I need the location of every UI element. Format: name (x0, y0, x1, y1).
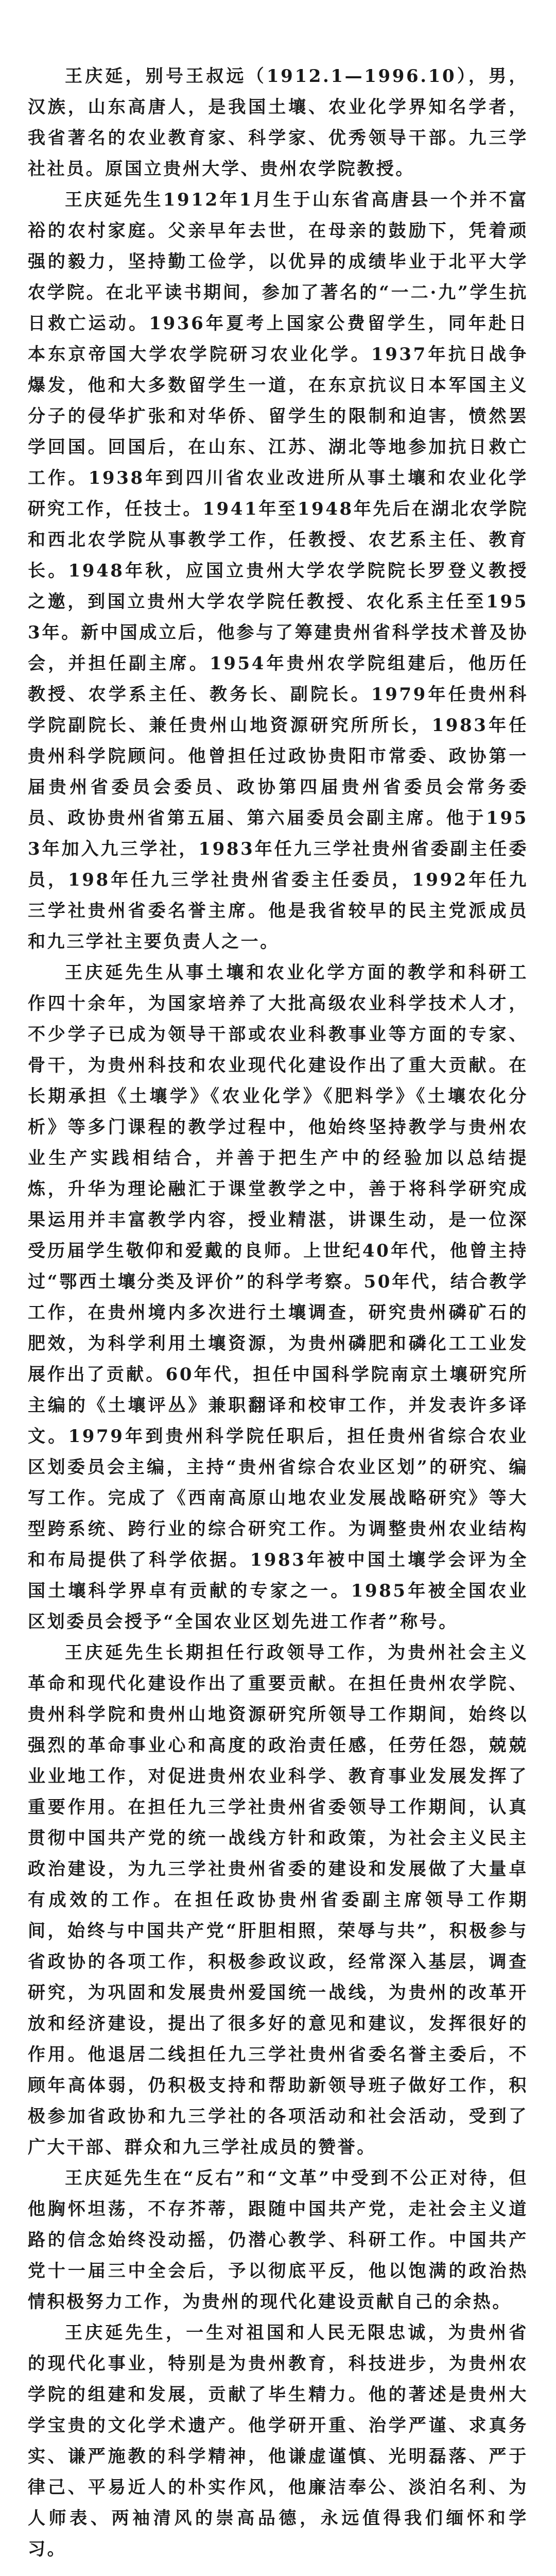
paragraph-later-years: 王庆延先生在“反右”和“文革”中受到不公正对待，但他胸怀坦荡，不存芥蒂，跟随中国共产党，走社会主义道路的信念始终没动摇，仍潜心教学、科研工作。中国共产党十一届三中全会后，予以彻底平反，他以饱满的政治热情积极努力工作，为贵州的现代化建设贡献自己的余热。 (28, 2168, 528, 2312)
paragraph-conclusion: 王庆延先生，一生对祖国和人民无限忠诚，为贵州省的现代化事业，特别是为贵州教育，科技进步，为贵州农学院的组建和发展，贡献了毕生精力。他的著述是贵州大学宝贵的文化学术遗产。他学研开重、治学严谨、求真务实、谦严施教的科学精神，他谦虚谨慎、光明磊落、严于律己、平易近人的朴实作风，他廉洁奉公、淡泊名利、为人师表、两袖清风的崇高品德，永远值得我们缅怀和学习。 (28, 2323, 528, 2560)
paragraph-intro: 王庆延，别号王叔远（1912.1—1996.10），男，汉族，山东高唐人，是我国土壤、农业化学界知名学者，我省著名的农业教育家、科学家、优秀领导干部。九三学社社员。原国立贵州大学、贵州农学院教授。 (28, 66, 528, 179)
paragraph-biography: 王庆延先生1912年1月生于山东省高唐县一个并不富裕的农村家庭。父亲早年去世，在母亲的鼓励下，凭着顽强的毅力，坚持勤工俭学，以优异的成绩毕业于北平大学农学院。在北平读书期间，参加了著名的“一二·九”学生抗日救亡运动。1936年夏考上国家公费留学生，同年赴日本东京帝国大学农学院研习农业化学。1937年抗日战争爆发，他和大多数留学生一道，在东京抗议日本军国主义分子的侵华扩张和对华侨、留学生的限制和迫害，愤然罢学回国。回国后，在山东、江苏、湖北等地参加抗日救亡工作。1938年到四川省农业改进所从事土壤和农业化学研究工作，任技士。1941年至1948年先后在湖北农学院和西北农学院从事教学工作，任教授、农艺系主任、教育长。1948年秋，应国立贵州大学农学院院长罗登义教授之邀，到国立贵州大学农学院任教授、农化系主任至1953年。新中国成立后，他参与了筹建贵州省科学技术普及协会，并担任副主席。1954年贵州农学院组建后，他历任教授、农学系主任、教务长、副院长。1979年任贵州科学院副院长、兼任贵州山地资源研究所所长，1983年任贵州科学院顾问。他曾担任过政协贵阳市常委、政协第一届贵州省委员会委员、政协第四届贵州省委员会常务委员、政协贵州省第五届、第六届委员会副主席。他于1953年加入九三学社，1983年任九三学社贵州省委副主任委员，198年任九三学社贵州省委主任委员，1992年任九三学社贵州省委名誉主席。他是我省较早的民主党派成员和九三学社主要负责人之一。 (28, 190, 528, 952)
paragraph-leadership: 王庆延先生长期担任行政领导工作，为贵州社会主义革命和现代化建设作出了重要贡献。在担任贵州农学院、贵州科学院和贵州山地资源研究所领导工作期间，始终以强烈的革命事业心和高度的政治责任感，任劳任怨，兢兢业业地工作，对促进贵州农业科学、教育事业发展发挥了重要作用。在担任九三学社贵州省委领导工作期间，认真贯彻中国共产党的统一战线方针和政策，为社会主义民主政治建设，为九三学社贵州省委的建设和发展做了大量卓有成效的工作。在担任政协贵州省委副主席领导工作期间，始终与中国共产党“肝胆相照，荣辱与共”，积极参与省政协的各项工作，积极参政议政，经常深入基层，调查研究，为巩固和发展贵州爱国统一战线，为贵州的改革开放和经济建设，提出了很多好的意见和建议，发挥很好的作用。他退居二线担任九三学社贵州省委名誉主委后，不顾年高体弱，仍积极支持和帮助新领导班子做好工作，积极参加省政协和九三学社的各项活动和社会活动，受到了广大干部、群众和九三学社成员的赞誉。 (28, 1642, 528, 2158)
paragraph-teaching-research: 王庆延先生从事土壤和农业化学方面的教学和科研工作四十余年，为国家培养了大批高级农业科学技术人才，不少学子已成为领导干部或农业科教事业等方面的专家、骨干，为贵州科技和农业现代化建设作出了重大贡献。在长期承担《土壤学》《农业化学》《肥料学》《土壤农化分析》等多门课程的教学过程中，他始终坚持教学与贵州农业生产实践相结合，并善于把生产中的经验加以总结提炼，升华为理论融汇于课堂教学之中，善于将科学研究成果运用并丰富教学内容，授业精湛，讲课生动，是一位深受历届学生敬仰和爱戴的良师。上世纪40年代，他曾主持过“鄂西土壤分类及评价”的科学考察。50年代，结合教学工作，在贵州境内多次进行土壤调查，研究贵州磷矿石的肥效，为科学利用土壤资源，为贵州磷肥和磷化工工业发展作出了贡献。60年代，担任中国科学院南京土壤研究所主编的《土壤评丛》兼职翻译和校审工作，并发表许多译文。1979年到贵州科学院任职后，担任贵州省综合农业区划委员会主编，主持“贵州省综合农业区划”的研究、编写工作。完成了《西南高原山地农业发展战略研究》等大型跨系统、跨行业的综合研究工作。为调整贵州农业结构和布局提供了科学依据。1983年被中国土壤学会评为全国土壤科学界卓有贡献的专家之一。1985年被全国农业区划委员会授予“全国农业区划先进工作者”称号。 (28, 962, 528, 1632)
